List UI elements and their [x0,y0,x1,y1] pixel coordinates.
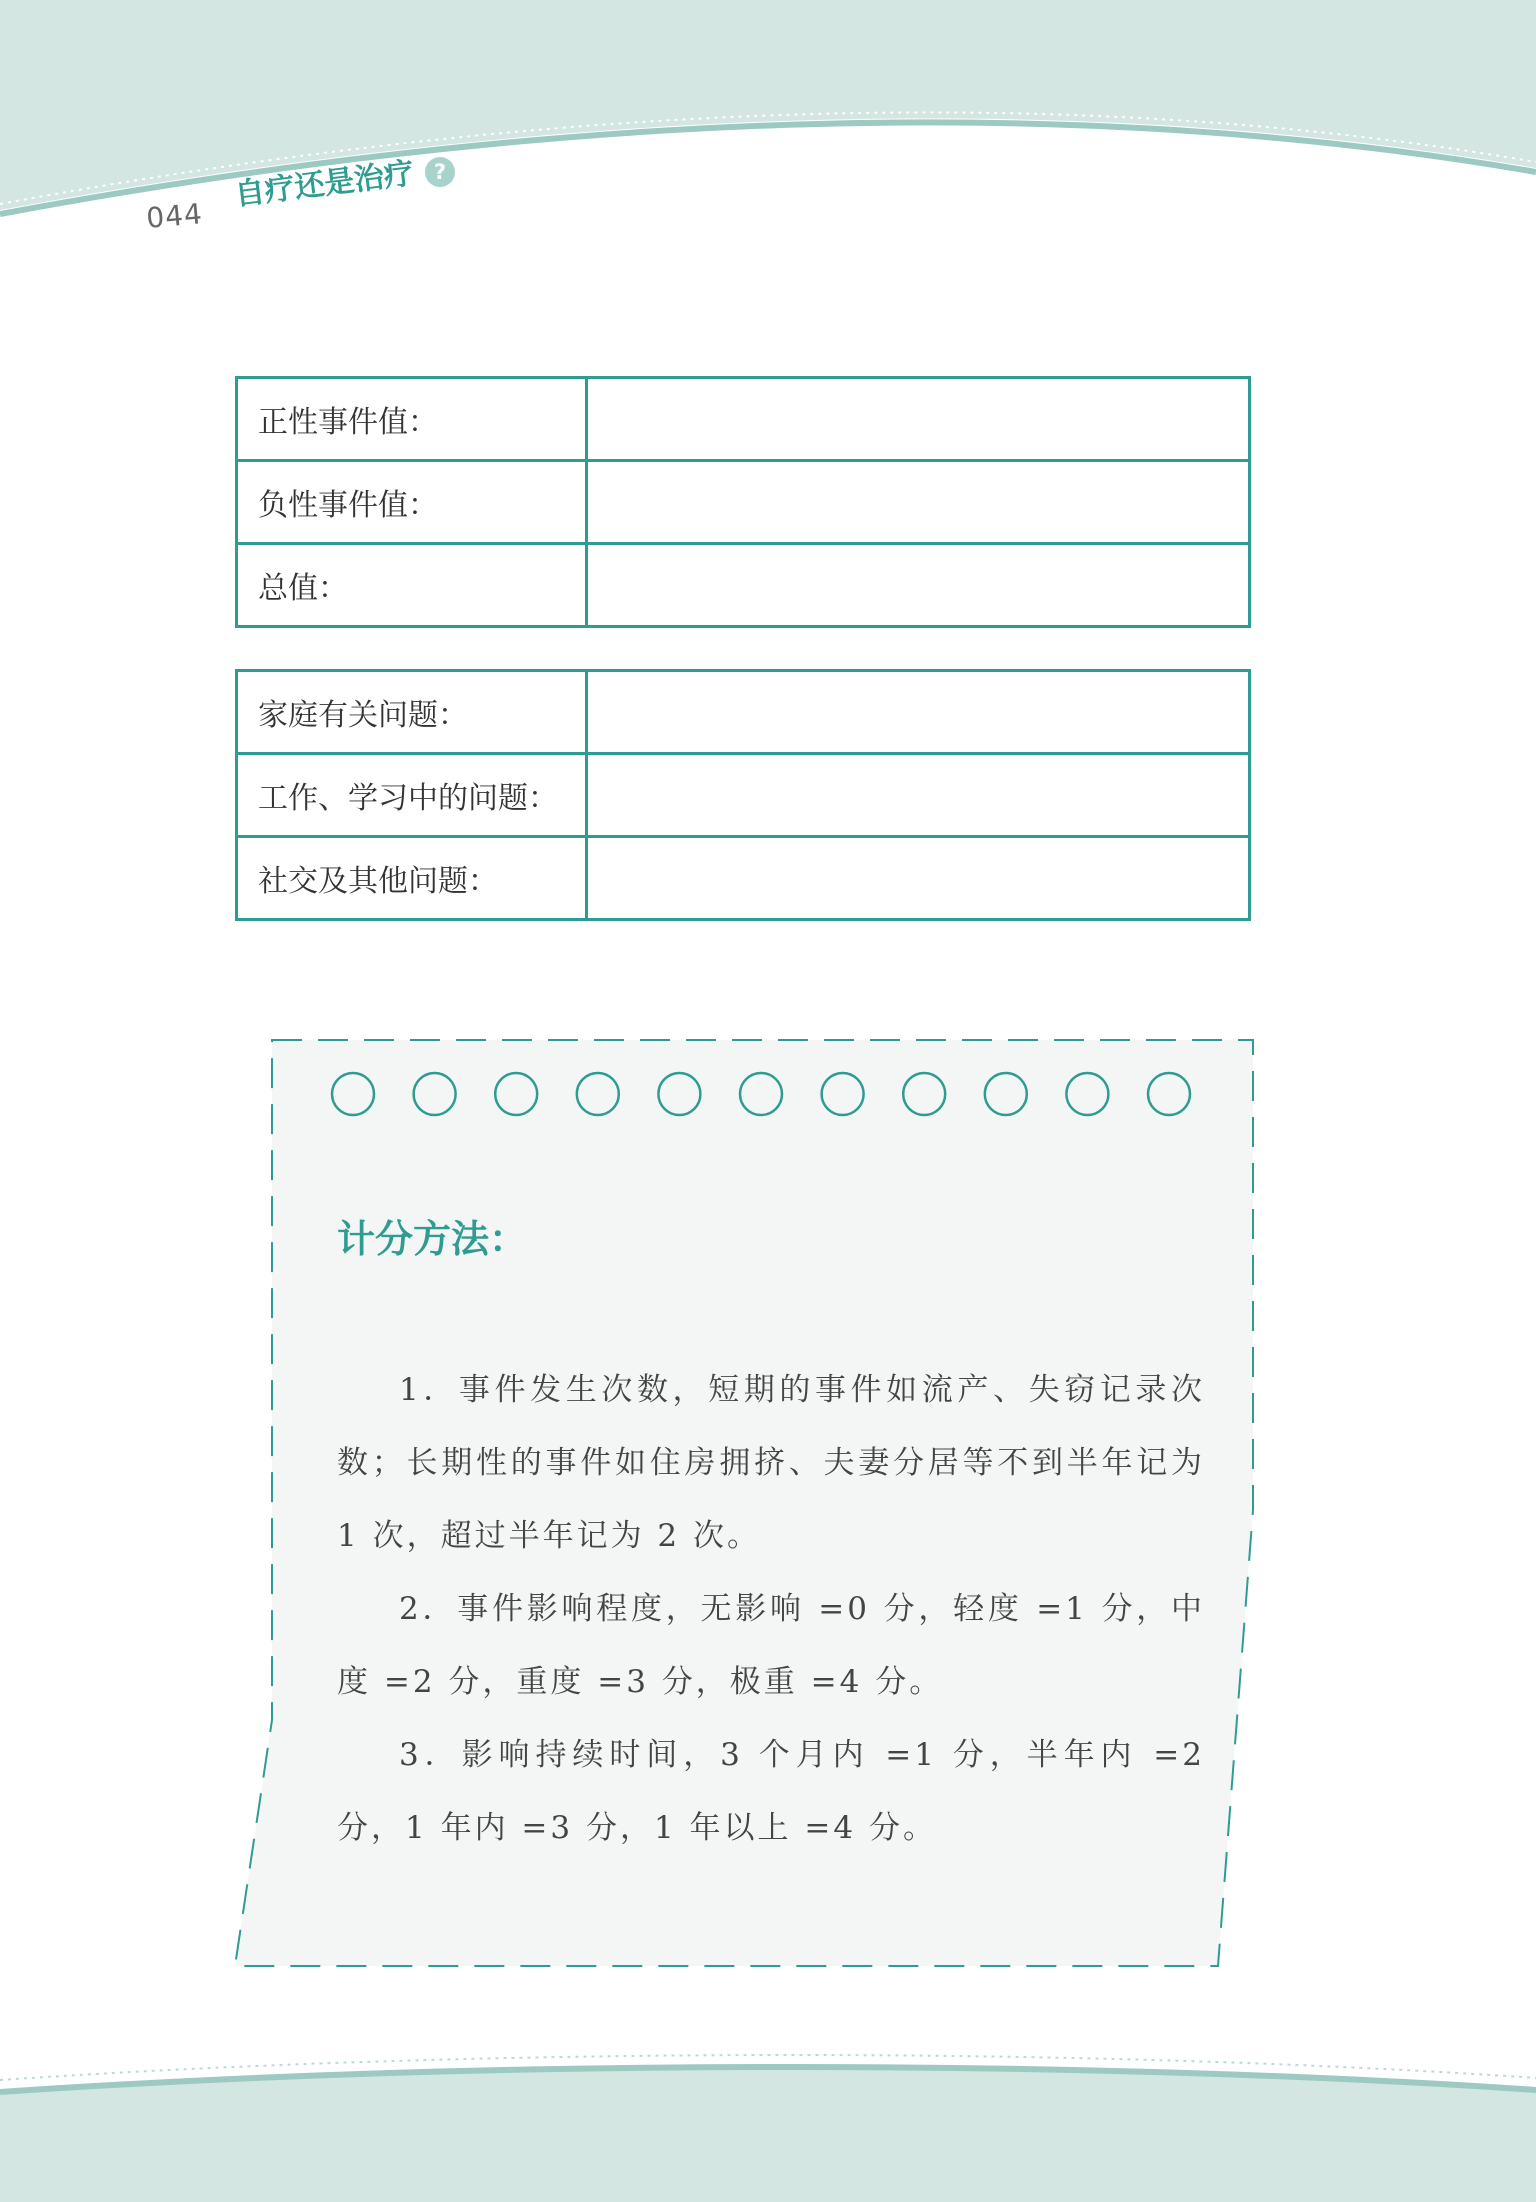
scoring-item: 3．影响持续时间，3 个月内 =1 分，半年内 =2 分，1 年内 =3 分，1 年以上 =4 分。 [337,1737,1205,1846]
work-study-problems-label: 工作、学习中的问题： [237,754,587,837]
book-title: 自疗还是治疗 [232,156,416,213]
positive-event-label: 正性事件值： [237,378,587,461]
question-circle-icon: ? [425,157,455,187]
family-problems-label: 家庭有关问题： [237,671,587,754]
scoring-body [337,1354,1205,1865]
page-number: 044 [145,197,205,235]
social-other-problems-label: 社交及其他问题： [237,837,587,920]
scoring-item: 1．事件发生次数，短期的事件如流产、失窃记录次数；长期性的事件如住房拥挤、夫妻分居等不到半年记为 1 次，超过半年记为 2 次。 [337,1372,1205,1554]
negative-event-label: 负性事件值： [237,461,587,544]
scoring-title: 计分方法： [337,1217,528,1261]
total-label: 总值： [237,544,587,627]
scoring-item: 2．事件影响程度，无影响 =0 分，轻度 =1 分，中度 =2 分，重度 =3 分，极重 =4 分。 [337,1591,1205,1700]
